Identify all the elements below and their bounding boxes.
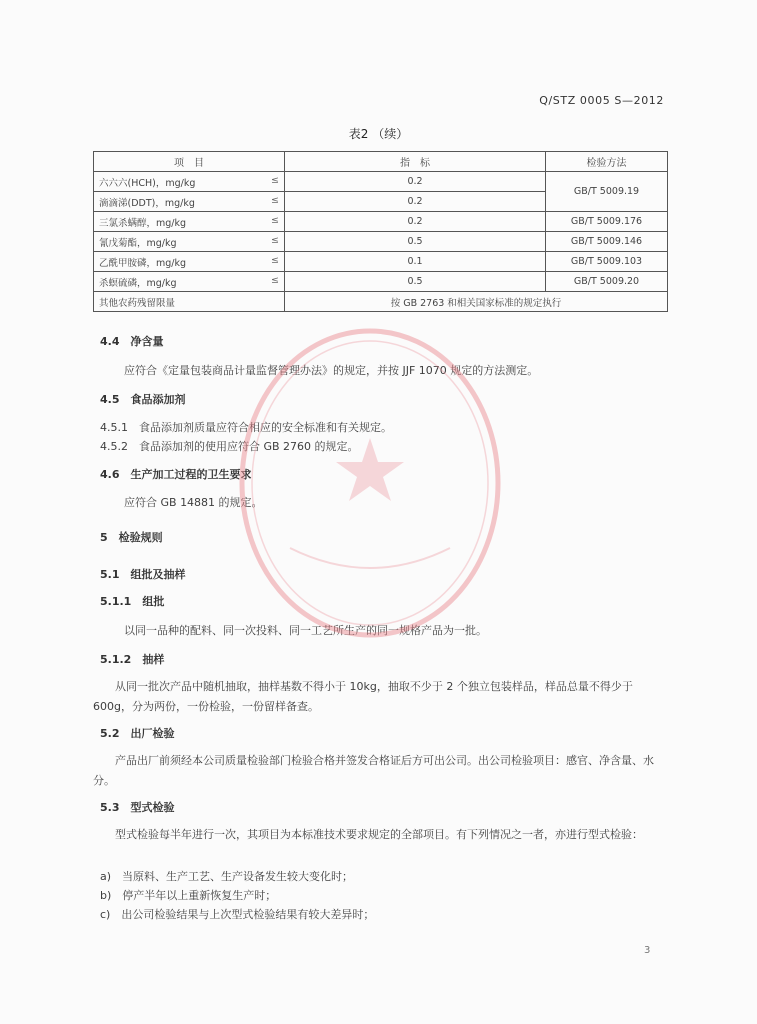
- table-row: [94, 172, 668, 192]
- row-method: GB/T 5009.19: [546, 172, 668, 212]
- row-method: GB/T 5009.103: [546, 252, 668, 272]
- table-row: [94, 232, 668, 252]
- section-4-5-2-text: 4.5.2 食品添加剂的使用应符合 GB 2760 的规定。: [100, 440, 359, 453]
- row-method: GB/T 5009.146: [546, 232, 668, 252]
- table-row: [94, 292, 668, 312]
- list-item-c: c) 出公司检验结果与上次型式检验结果有较大差异时；: [100, 908, 375, 921]
- header-indicator: 指 标: [285, 152, 546, 172]
- row-item: 其他农药残留限量: [94, 292, 285, 312]
- table-caption: 表2 （续）: [348, 127, 409, 141]
- table-header-row: [94, 152, 668, 172]
- company-seal-stamp: [230, 318, 510, 648]
- row-value: 0.1: [285, 252, 546, 272]
- row-operator: ≤: [271, 174, 279, 186]
- table-row: [94, 272, 668, 292]
- row-value: 按 GB 2763 和相关国家标准的规定执行: [285, 292, 668, 312]
- section-4-4-heading: 4.4 净含量: [100, 335, 164, 348]
- row-operator: ≤: [271, 274, 279, 286]
- table-row: [94, 212, 668, 232]
- row-item: 杀螟硫磷，mg/kg: [99, 277, 177, 289]
- limits-table: [93, 151, 668, 312]
- row-item: 乙酰甲胺磷，mg/kg: [99, 257, 187, 269]
- row-value: 0.2: [285, 172, 546, 192]
- row-item: 六六六(HCH)，mg/kg: [99, 177, 196, 189]
- row-value: 0.2: [285, 192, 546, 212]
- row-method: GB/T 5009.176: [546, 212, 668, 232]
- section-4-5-heading: 4.5 食品添加剂: [100, 393, 186, 406]
- list-item-b: b) 停产半年以上重新恢复生产时；: [100, 889, 277, 902]
- table-row: [94, 252, 668, 272]
- row-item: 三氯杀螨醇，mg/kg: [99, 217, 187, 229]
- row-value: 0.5: [285, 272, 546, 292]
- row-method: GB/T 5009.20: [546, 272, 668, 292]
- header-method: 检验方法: [546, 152, 668, 172]
- section-5-3-text: 型式检验每半年进行一次，其项目为本标准技术要求规定的全部项目。有下列情况之一者，亦进行型式检验：: [115, 828, 643, 841]
- section-5-1-heading: 5.1 组批及抽样: [100, 568, 186, 581]
- list-item-a: a) 当原料、生产工艺、生产设备发生较大变化时；: [100, 870, 354, 883]
- section-4-6-heading: 4.6 生产加工过程的卫生要求: [100, 468, 252, 481]
- row-value: 0.5: [285, 232, 546, 252]
- section-4-4-text: 应符合《定量包装商品计量监督管理办法》的规定，并按 JJF 1070 规定的方法测定。: [124, 364, 539, 377]
- standard-number: Q/STZ 0005 S—2012: [539, 94, 664, 107]
- row-item: 氰戊菊酯，mg/kg: [99, 237, 177, 249]
- row-value: 0.2: [285, 212, 546, 232]
- row-operator: ≤: [271, 254, 279, 266]
- section-5-1-1-heading: 5.1.1 组批: [100, 595, 165, 608]
- section-5-3-heading: 5.3 型式检验: [100, 801, 175, 814]
- section-4-6-text: 应符合 GB 14881 的规定。: [124, 496, 263, 509]
- header-item: 项 目: [94, 152, 285, 172]
- row-operator: ≤: [271, 214, 279, 226]
- section-5-1-2-text: 从同一批次产品中随机抽取，抽样基数不得小于 10kg，抽取不少于 2 个独立包装样品，样品总量不得少于 600g，分为两份，一份检验，一份留样备查。: [93, 680, 633, 713]
- section-4-5-1-text: 4.5.1 食品添加剂质量应符合相应的安全标准和有关规定。: [100, 421, 392, 434]
- section-5-1-2-heading: 5.1.2 抽样: [100, 653, 165, 666]
- section-5-heading: 5 检验规则: [100, 531, 163, 544]
- page-number: 3: [644, 945, 651, 956]
- row-operator: ≤: [271, 194, 279, 206]
- section-5-2-text: 产品出厂前须经本公司质量检验部门检验合格并签发合格证后方可出公司。出公司检验项目：感官、净含量、水分。: [93, 754, 654, 787]
- row-operator: ≤: [271, 234, 279, 246]
- section-5-2-heading: 5.2 出厂检验: [100, 727, 175, 740]
- row-item: 滴滴涕(DDT)，mg/kg: [99, 197, 195, 209]
- section-5-1-1-text: 以同一品种的配料、同一次投料、同一工艺所生产的同一规格产品为一批。: [124, 624, 487, 637]
